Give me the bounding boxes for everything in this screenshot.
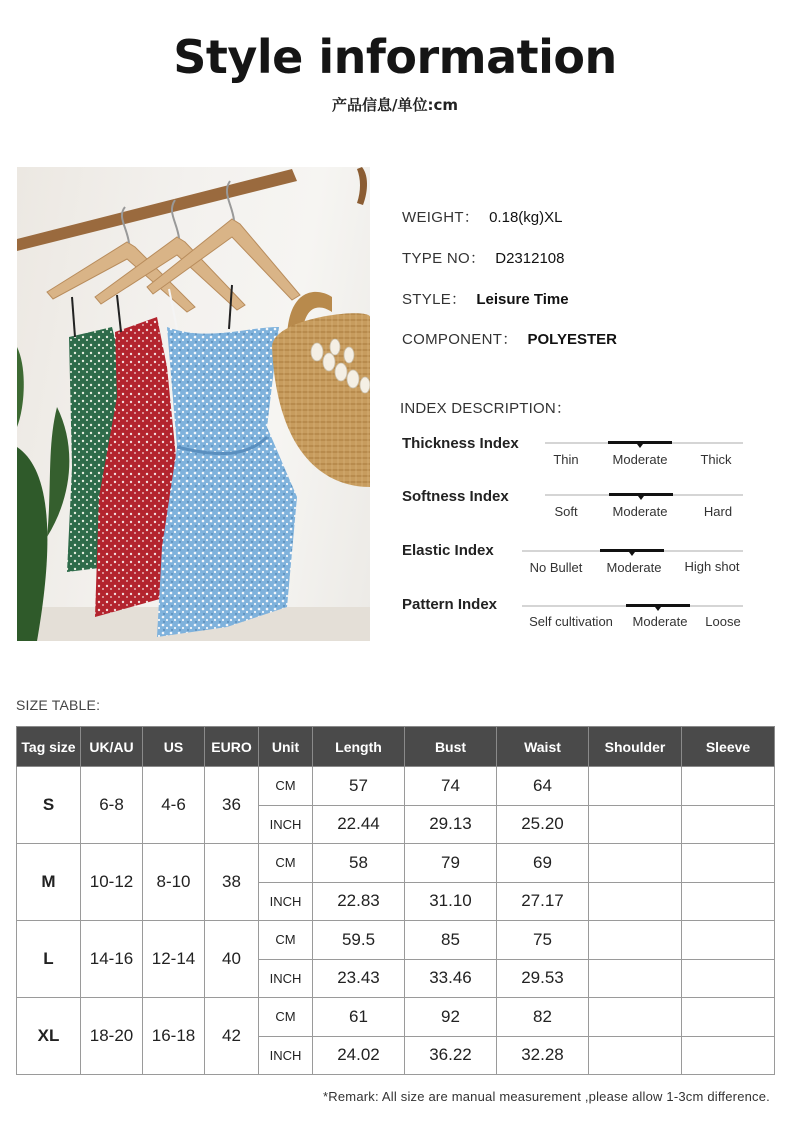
product-photo [17,167,370,641]
size-uk: 10-12 [81,844,143,921]
index-label-high-shot: High shot [684,559,740,574]
table-row [17,998,775,1037]
col-unit: Unit [259,727,313,767]
waist-cm: 75 [497,921,589,960]
bust-inch: 36.22 [405,1036,497,1075]
length-inch: 22.83 [313,882,405,921]
type-label: TYPE NO： [402,250,486,267]
size-us: 12-14 [143,921,205,998]
shoulder-inch [589,1036,682,1075]
waist-inch: 29.53 [497,959,589,998]
col-waist: Waist [497,727,589,767]
shoulder-cm [589,998,682,1037]
page-subtitle: 产品信息/单位:cm [332,96,458,114]
index-label-loose: Loose [705,614,741,629]
col-length: Length [313,727,405,767]
size-euro: 40 [205,921,259,998]
index-name-elastic: Elastic Index [402,542,494,559]
index-label-moderate: Moderate [612,504,668,519]
bust-cm: 74 [405,767,497,806]
waist-inch: 32.28 [497,1036,589,1075]
weight-value: 0.18(kg)XL [489,209,563,226]
unit-cm: CM [259,844,313,883]
index-label-moderate: Moderate [612,452,668,467]
index-heading: INDEX DESCRIPTION： [400,400,572,417]
index-label-soft: Soft [554,504,578,519]
col-bust: Bust [405,727,497,767]
length-cm: 59.5 [313,921,405,960]
unit-inch: INCH [259,882,313,921]
size-euro: 38 [205,844,259,921]
length-cm: 57 [313,767,405,806]
shoulder-cm [589,844,682,883]
col-us: US [143,727,205,767]
index-pointer-pattern [655,607,661,611]
style-row [402,288,569,309]
size-uk: 14-16 [81,921,143,998]
bust-inch: 29.13 [405,805,497,844]
unit-cm: CM [259,767,313,806]
size-tag: L [17,921,81,998]
size-euro: 42 [205,998,259,1075]
type-row [402,247,564,268]
index-label-moderate: Moderate [606,560,662,575]
col-sleeve: Sleeve [682,727,775,767]
shoulder-inch [589,805,682,844]
waist-inch: 27.17 [497,882,589,921]
sleeve-inch [682,959,775,998]
sleeve-inch [682,805,775,844]
size-table [16,726,775,1075]
col-shoulder: Shoulder [589,727,682,767]
size-us: 4-6 [143,767,205,844]
table-row [17,767,775,806]
sleeve-cm [682,844,775,883]
size-tag: M [17,844,81,921]
unit-inch: INCH [259,805,313,844]
index-label-thin: Thin [553,452,579,467]
waist-inch: 25.20 [497,805,589,844]
size-table-header [17,727,775,767]
index-label-no-bullet: No Bullet [529,560,583,575]
style-label: STYLE： [402,291,467,308]
unit-cm: CM [259,921,313,960]
component-value: POLYESTER [527,331,617,348]
sleeve-cm [682,998,775,1037]
sleeve-inch [682,882,775,921]
size-uk: 18-20 [81,998,143,1075]
table-row [17,921,775,960]
sleeve-inch [682,1036,775,1075]
waist-cm: 69 [497,844,589,883]
index-pointer-elastic [629,552,635,556]
length-cm: 61 [313,998,405,1037]
style-value: Leisure Time [476,291,569,308]
waist-cm: 82 [497,998,589,1037]
sleeve-cm [682,921,775,960]
page-title: Style information [173,30,617,84]
index-label-self-cultivation: Self cultivation [529,614,613,629]
weight-label: WEIGHT： [402,209,480,226]
size-tag: XL [17,998,81,1075]
length-inch: 24.02 [313,1036,405,1075]
index-name-pattern: Pattern Index [402,596,498,613]
length-cm: 58 [313,844,405,883]
index-name-softness: Softness Index [402,488,509,505]
shoulder-cm [589,767,682,806]
size-table-heading: SIZE TABLE: [16,697,101,713]
index-pointer-softness [638,496,644,500]
index-pointer-thickness [637,444,643,448]
waist-cm: 64 [497,767,589,806]
size-tag: S [17,767,81,844]
size-euro: 36 [205,767,259,844]
shoulder-inch [589,882,682,921]
index-label-thick: Thick [700,452,732,467]
col-tag-size: Tag size [17,727,81,767]
unit-inch: INCH [259,959,313,998]
col-euro: EURO [205,727,259,767]
bust-inch: 31.10 [405,882,497,921]
component-row [402,328,617,349]
unit-cm: CM [259,998,313,1037]
bust-cm: 92 [405,998,497,1037]
shoulder-inch [589,959,682,998]
unit-inch: INCH [259,1036,313,1075]
size-uk: 6-8 [81,767,143,844]
table-row [17,844,775,883]
remark-note: *Remark: All size are manual measurement ,please allow 1-3cm difference. [323,1089,770,1104]
size-us: 8-10 [143,844,205,921]
length-inch: 22.44 [313,805,405,844]
component-label: COMPONENT： [402,331,518,348]
type-value: D2312108 [495,250,565,267]
bust-inch: 33.46 [405,959,497,998]
bust-cm: 79 [405,844,497,883]
sleeve-cm [682,767,775,806]
length-inch: 23.43 [313,959,405,998]
bust-cm: 85 [405,921,497,960]
index-label-moderate: Moderate [632,614,688,629]
index-label-hard: Hard [703,504,733,519]
index-name-thickness: Thickness Index [402,435,519,452]
col-uk-au: UK/AU [81,727,143,767]
size-us: 16-18 [143,998,205,1075]
weight-row [402,206,562,227]
shoulder-cm [589,921,682,960]
